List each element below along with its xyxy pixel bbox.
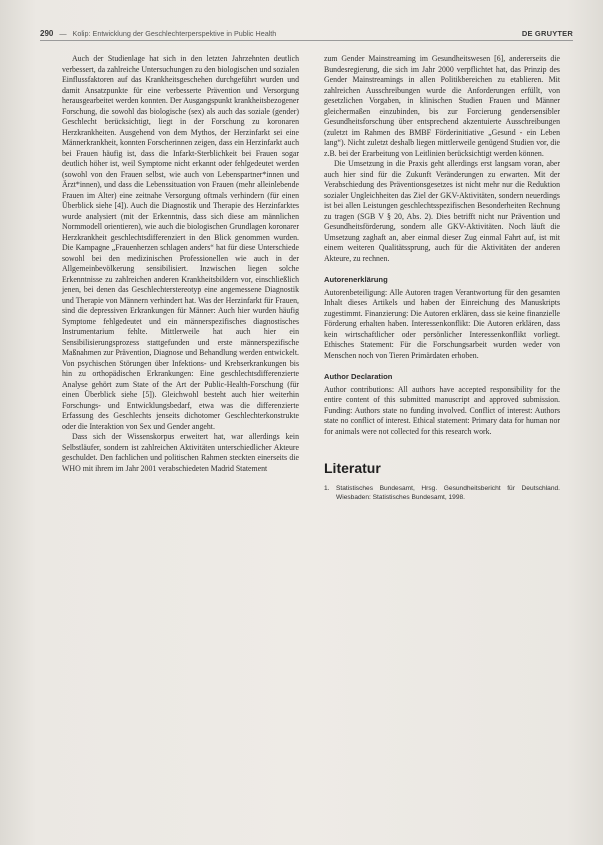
reference-item bbox=[324, 484, 560, 502]
autorenerklaerung-text: Autorenbeteiligung: Alle Autoren tragen Verantwortung für den gesamten Inhalt dieses Artikels und haben der Einreichung des Manuskripts zugestimmt. Finanzierung: Die Autoren erklären, dass sie keine finanzielle Förderung erhalten haben. Interessenkonflikt: Die Autoren erklären, dass kein wirtschaftlicher oder persönlicher Interessenkonflikt vorliegt. Ethisches Statement: Für die Forschungsarbeit wurden weder von Menschen noch von Tieren Primärdaten erhoben. bbox=[324, 287, 560, 360]
running-title: Kolip: Entwicklung der Geschlechterperspektive in Public Health bbox=[72, 28, 277, 38]
author-declaration-heading: Author Declaration bbox=[324, 372, 393, 381]
author-declaration-text: Author contributions: All authors have accepted responsibility for the entire content of this submitted manuscript and approved submission. Funding: Authors state no funding involved. Conflict of interest: Authors state no conflict of interest. Ethical statement: Primary data for human nor for animals were not collected for this research work. bbox=[324, 384, 560, 436]
body-paragraph: zum Gender Mainstreaming im Gesundheitswesen [6], andererseits die Bundesregierung, die sich im Jahr 2000 verpflichtet hat, das Prinzip des Gender Mainstreamings in allen Politikbereichen zu etablieren. Mit zahlreichen Ausschreibungen wurde die Anforderungen erfüllt, von gesetzlichen Vorgaben, in klinischen Studien Frauen und Männer gleichermaßen einzubinden, bis zur Forcierung gendersensibler Gesundheitsforschung über entsprechend akzentuierte Ausschreibungen (zuletzt im Rahmen des BMBF Förderinitiative „Gesund - ein Leben lang“). Nicht zuletzt deshalb liegen mittlerweile genügend Studien vor, die z.B. bei der Erarbeitung von Leitlinien berücksichtigt werden können. bbox=[324, 54, 560, 158]
header-rule bbox=[40, 40, 573, 41]
left-column bbox=[62, 54, 299, 474]
page-number: 290 bbox=[40, 28, 54, 38]
body-paragraph: Auch der Studienlage hat sich in den letzten Jahrzehnten deutlich verbessert, da zahlreiche Untersuchungen zu den biologischen und sozialen Einflussfaktoren auf das Krankheitsgeschehen durchgeführt wurden und damit Ansatzpunkte für eine verbesserte Prävention und Versorgung herausgearbeitet werden konnten. Der Ausgangspunkt krankheitsbezogener Forschung, die sowohl das biologische (sex) als auch das soziale (gender) Geschlecht berücksichtigt, liegt in der Forschung zu koronaren Herzkrankheiten. Ausgehend von dem Mythos, der Herzinfarkt sei eine Männerkrankheit, konnten Forscherinnen zeigen, dass ein Herzinfarkt auch bei Frauen häufig ist, dass die Infarkt-Sterblichkeit bei Frauen sogar deutlich höher ist, weil Symptome nicht erkannt oder fehlgedeutet werden (sowohl von den Frauen selbst, wie auch von Lebenspartner*innen und Ärzt*innen), und dass die Lebenssituation von Frauen (mehr alleinlebende Frauen im Alter) eine zeitnahe Versorgung oftmals verhindern (für einen Überblick siehe [4]). Auch die Diagnostik und Therapie des Herzinfarktes wurde analysiert (mit der Erkenntnis, dass sich diese am männlichen Normmodell orientieren), wie auch die biologischen Grundlagen koronarer Herzkrankheit geschlechtsdifferenziert in den Blick genommen wurden. Die Kampagne „Frauenherzen schlagen anders“ hat für diese Unterschiede sowohl bei den medizinischen Professionellen wie auch in der Allgemeinbevölkerung sensibilisiert. Inzwischen liegen solche Erkenntnisse zu zahlreichen anderen Krankheitsbildern vor, einschließlich jenen, bei denen das Geschlechterstereotyp eine angemessene Diagnostik und Therapie von Männern verhindert hat. Was der Herzinfarkt für Frauen, sind die depressiven Erkrankungen für Männer: Auch hier wurden häufig Symptome fehlgedeutet und ein männerspezifisches diagnostisches Instrumentarium fehlte. Mittlerweile hat auch hier ein Sensibilisierungsprozess stattgefunden und erste männerspezifische Maßnahmen zur Prävention, Diagnose und Behandlung werden entwickelt. Von psychischen Störungen über Infektions- und Krebserkrankungen bis hin zu orthopädischen Erkrankungen: Eine geschlechtsdifferenzierte Analyse gehört zum State of the Art der Public-Health-Forschung (für einen Überblick siehe [5]). Gleichwohl besteht auch hier weiterhin Forschungs- und Entwicklungsbedarf, etwa was die differenzierte Erfassung des Geschlechts jenseits dichotomer Geschlechterkonstrukte oder die Interaktion von Sex und Gender angeht. bbox=[62, 54, 299, 431]
body-paragraph: Dass sich der Wissenskorpus erweitert hat, war allerdings kein Selbstläufer, sondern ist zahlreichen Aktivitäten unterschiedlicher Akteure geschuldet. Den fachlichen und politischen Rahmen steckten einerseits die WHO mit ihrem im Jahr 2001 verabschiedeten Madrid Statement bbox=[62, 432, 299, 473]
page-header bbox=[40, 26, 573, 40]
reference-text: Statistisches Bundesamt, Hrsg. Gesundheitsbericht für Deutschland. Wiesbaden: Statistisches Bundesamt, 1998. bbox=[336, 484, 560, 501]
literatur-heading: Literatur bbox=[324, 460, 381, 476]
body-paragraph: Die Umsetzung in die Praxis geht allerdings erst langsam voran, aber auch hier sind für die Zukunft Veränderungen zu erwarten. Mit der Verabschiedung des Präventionsgesetzes ist nicht mehr nur die Reduktion sozialer Ungleichheiten das Ziel der GKV-Aktivitäten, sondern neuerdings ist bei allen Leistungen geschlechtsspezifischen Besonderheiten Rechnung zu tragen (SGB V § 20, Abs. 2). Dies betrifft nicht nur Prävention und Gesundheitsförderung, sondern alle GKV-Aktivitäten. Noch läuft die Umsetzung zaghaft an, aber einmal dieser Zug einmal Fahrt auf, ist mit einem weiteren Qualitätssprung, auch für die Aktivitäten der anderen Akteure, zu rechnen. bbox=[324, 159, 560, 263]
autorenerklaerung-heading: Autorenerklärung bbox=[324, 275, 388, 284]
publisher-name: DE GRUYTER bbox=[521, 28, 573, 38]
right-column bbox=[324, 54, 560, 502]
reference-number: 1. bbox=[324, 484, 330, 492]
header-dash: — bbox=[59, 28, 67, 38]
